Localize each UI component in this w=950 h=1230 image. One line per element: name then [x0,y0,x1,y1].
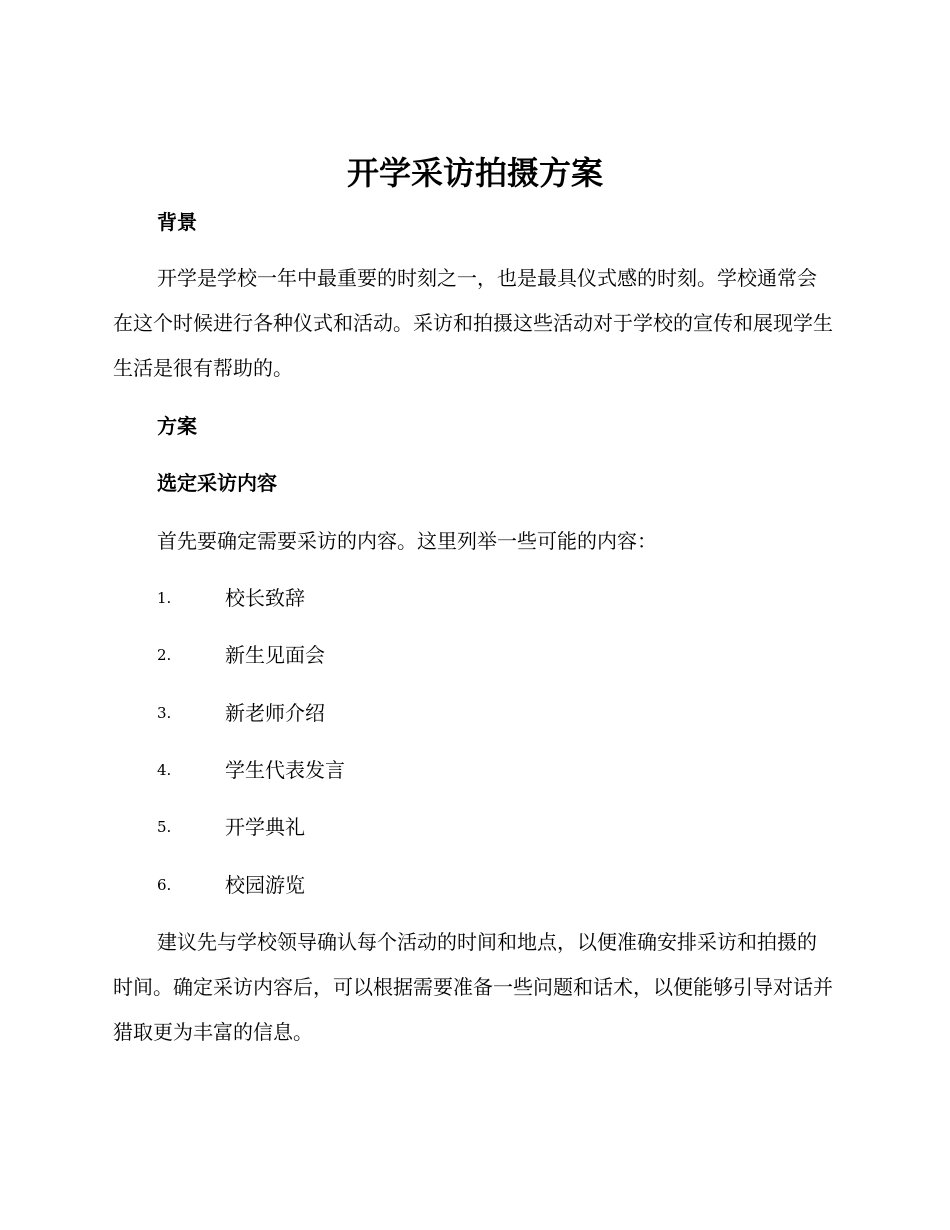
list-item-number: 5. [157,818,172,836]
list-item-text: 新生见面会 [225,643,325,667]
list-item [157,699,757,727]
background-paragraph: 开学是学校一年中最重要的时刻之一，也是最具仪式感的时刻。学校通常会在这个时候进行各种仪式和活动。采访和拍摄这些活动对于学校的宣传和展现学生生活是很有帮助的。 [113,266,833,380]
list-item-number: 1. [157,589,172,607]
list-item-number: 3. [157,704,172,722]
subsection-heading-select-content: 选定采访内容 [157,471,277,495]
closing-paragraph: 建议先与学校领导确认每个活动的时间和地点，以便准确安排采访和拍摄的时间。确定采访内容后，可以根据需要准备一些问题和话术，以便能够引导对话并猎取更为丰富的信息。 [113,930,833,1044]
list-item-number: 4. [157,761,172,779]
section-heading-plan: 方案 [157,414,197,438]
page-title: 开学采访拍摄方案 [346,154,603,192]
list-item-text: 校长致辞 [225,586,305,610]
list-item-text: 开学典礼 [225,815,305,839]
list-item-text: 新老师介绍 [225,701,325,725]
list-item [157,756,757,784]
list-item-number: 2. [157,646,172,664]
select-intro-text: 首先要确定需要采访的内容。这里列举一些可能的内容： [157,529,657,553]
section-heading-background: 背景 [157,210,197,234]
list-item [157,641,757,669]
list-item-text: 校园游览 [225,873,305,897]
list-item [157,871,757,899]
list-item [157,584,757,612]
list-item-text: 学生代表发言 [225,758,345,782]
list-item-number: 6. [157,876,172,894]
list-item [157,813,757,841]
